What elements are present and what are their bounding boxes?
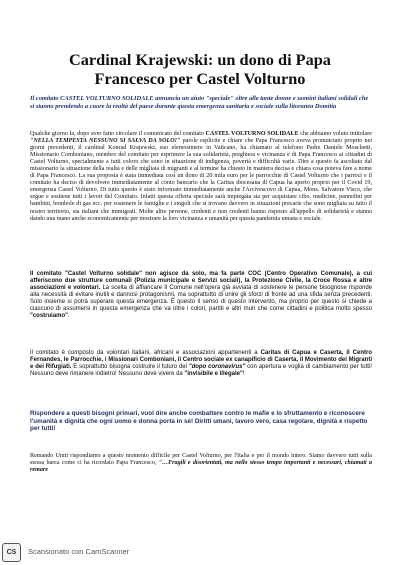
title-line-2: Francesco per Castel Volturno xyxy=(94,69,306,88)
p1-text-e: parole esplicite e chiare che Papa Francesco aveva pronunciato proprio nei giorni precedenti, il cardinal Konrad Krajewski, suo elemosiniere in Vaticano, ha chiamato al telefono Padre Daniele Moschetti, Missionario Comboniano, membro del comitato per esprimere la sua solidarietà, preghiera e vicinanza e di Papa Francesco ai cittadini di Castel Volturno, specialmente a tutti coloro che sono in situazione di indigenza, povertà e difficoltà varie. Dire a questo fa ascoltato dal missionario la situazione della realtà e delle migliaia di migranti e al termine ha chiesto in maniera decisa e chiara cosa poteva fare a nome di Papa Francesco. La sua proposta è stata immediata così un dono di 20 mila euro per le parrocchie di Castel Volturno che i parroci e il comitato ha deciso di devolvere immediatamente al conto bancario che la Caritas diocesana di Capua ha aperto proprio per il Covid 19, emergenza Castel Volturno. Di tutto questo è stato informato immediatamente anche l'Arcivescovo di Capua, Mons. Salvatore Visco, che segue e sostiene tutti i lavori del Comitato. Infatti questa offerta speciale sarà impiegata sia per acquistare cibo, medicine, pannolini per bambini, bombole di gas ecc. per sostenere le famiglie e i singoli che si trovano davvero in situazioni precarie che sono migliaia su tutto il nostro territorio, sia italiani che immigrati. Molte altre persone, credenti e non credenti hanno risposto all'appello di solidarietà e stanno dando una mano anche economicamente per mostrare la loro vicinanza e umanità per questa pandemia umana e sociale. xyxy=(30,138,373,222)
committee-name: CASTEL VOLTURNO SOLIDALE xyxy=(205,131,299,137)
p3-text-g: ! xyxy=(242,371,245,378)
p3-text-a: Il comitato è composto da volontari italiani, africani e associazioni appartenenti a xyxy=(30,350,261,356)
p3-text-f: "invisibile e illegale" xyxy=(184,371,243,378)
body-paragraph-1 xyxy=(30,131,372,223)
p2-text-b: La scelta di affiancare Il Comune nell'opera già avviata di sostenere le persone bisognose risponde alla necessità di evitare inutili e dannosi protagonismi, ma soprattutto di unire gli sforzi di fronte ad una sfida senza precedenti. Solo insieme si potrà superare questa emergenza. È questo il senso di questo intervento, ma proprio per questo si chiede a ciascuno di assumersi in questa emergenza che va oltre i colori, partiti e altri muri che come cittadini e politica molto spesso xyxy=(30,285,372,313)
scanner-footer xyxy=(2,543,202,561)
p2-text-a: Il comitato "Castel Volturno solidale" non agisce da solo, ma fa parte COC (Centro Operativo Comunale), a cui afferiscono due strutture comunali (Polizia municipale e Servizi sociali), la Protezione Civile, la Croce Rossa e altre associazioni e volontari. xyxy=(30,271,372,292)
title-line-1: Cardinal Krajewski: un dono di Papa xyxy=(69,50,331,69)
p5-text-a: Remando Uniti rispondiamo a questo momento difficile per Castel Volturno, per l'Italia e per il mondo intero. Siamo davvero tutti sulla stessa barca come ci ha ricordato Papa Francesco, xyxy=(30,453,372,467)
p1-text-c: che abbiamo voluto intitolare xyxy=(298,131,372,137)
body-paragraph-3 xyxy=(30,350,372,378)
body-paragraph-5 xyxy=(30,453,372,474)
camscanner-logo-icon: CS xyxy=(2,543,21,562)
p3-text-e: con apertura e voglia di cambiamento per tutti! Nessuno deve rimanere indietro! Nessuno deve vivere da xyxy=(30,364,372,378)
communique-title: "NELLA TEMPESTA NESSUNO SI SALVA DA SOLO!" xyxy=(30,138,181,145)
p1-text-a: Qualche giorno fa, dopo aver fatto circolare il comunicato del comitato xyxy=(30,131,206,137)
p2-text-d: . xyxy=(68,313,70,320)
body-paragraph-2 xyxy=(30,271,372,320)
p3-text-d: "dopo coronavirus" xyxy=(188,364,246,371)
highlight-paragraph: Rispondere a questi bisogni primari, vuol dire anche combattere contro le mafie e lo sfruttamento e riconoscere l'umanità e dignità che ogni uomo e donna porta in sé! Diritti umani, lavoro vero, casa regolare, dignità e rispetto per tutti! xyxy=(30,410,368,433)
article-title xyxy=(20,50,380,88)
p3-text-c: E soprattutto bisogna costruire il futuro del xyxy=(71,364,189,371)
p2-text-c: "costruiamo" xyxy=(30,313,69,320)
scanner-watermark-text: Scansionato con CamScanner xyxy=(28,547,130,556)
lead-paragraph: Il comitato CASTEL VOLTURNO SOLIDALE annuncia un aiuto "speciale" oltre alle tante donne e uomini italiani solidali che si stanno prendendo a cuore la realtà del paese durante questa emergenza sanitaria e sociale sulla litoranea Domitia xyxy=(30,95,369,110)
pope-quote: "…Fragili e disorientati, ma nello stesso tempo importanti e necessari, chiamati a remare xyxy=(30,460,373,474)
p3-text-b: Caritas di Capua e Caserta, il Centro Fernandes, le Parrocchie, i Missionari Comboniani, il Centro sociale ex canapificio di Caserta, il Movimento dei Migranti e dei Rifugiati. xyxy=(30,350,373,371)
